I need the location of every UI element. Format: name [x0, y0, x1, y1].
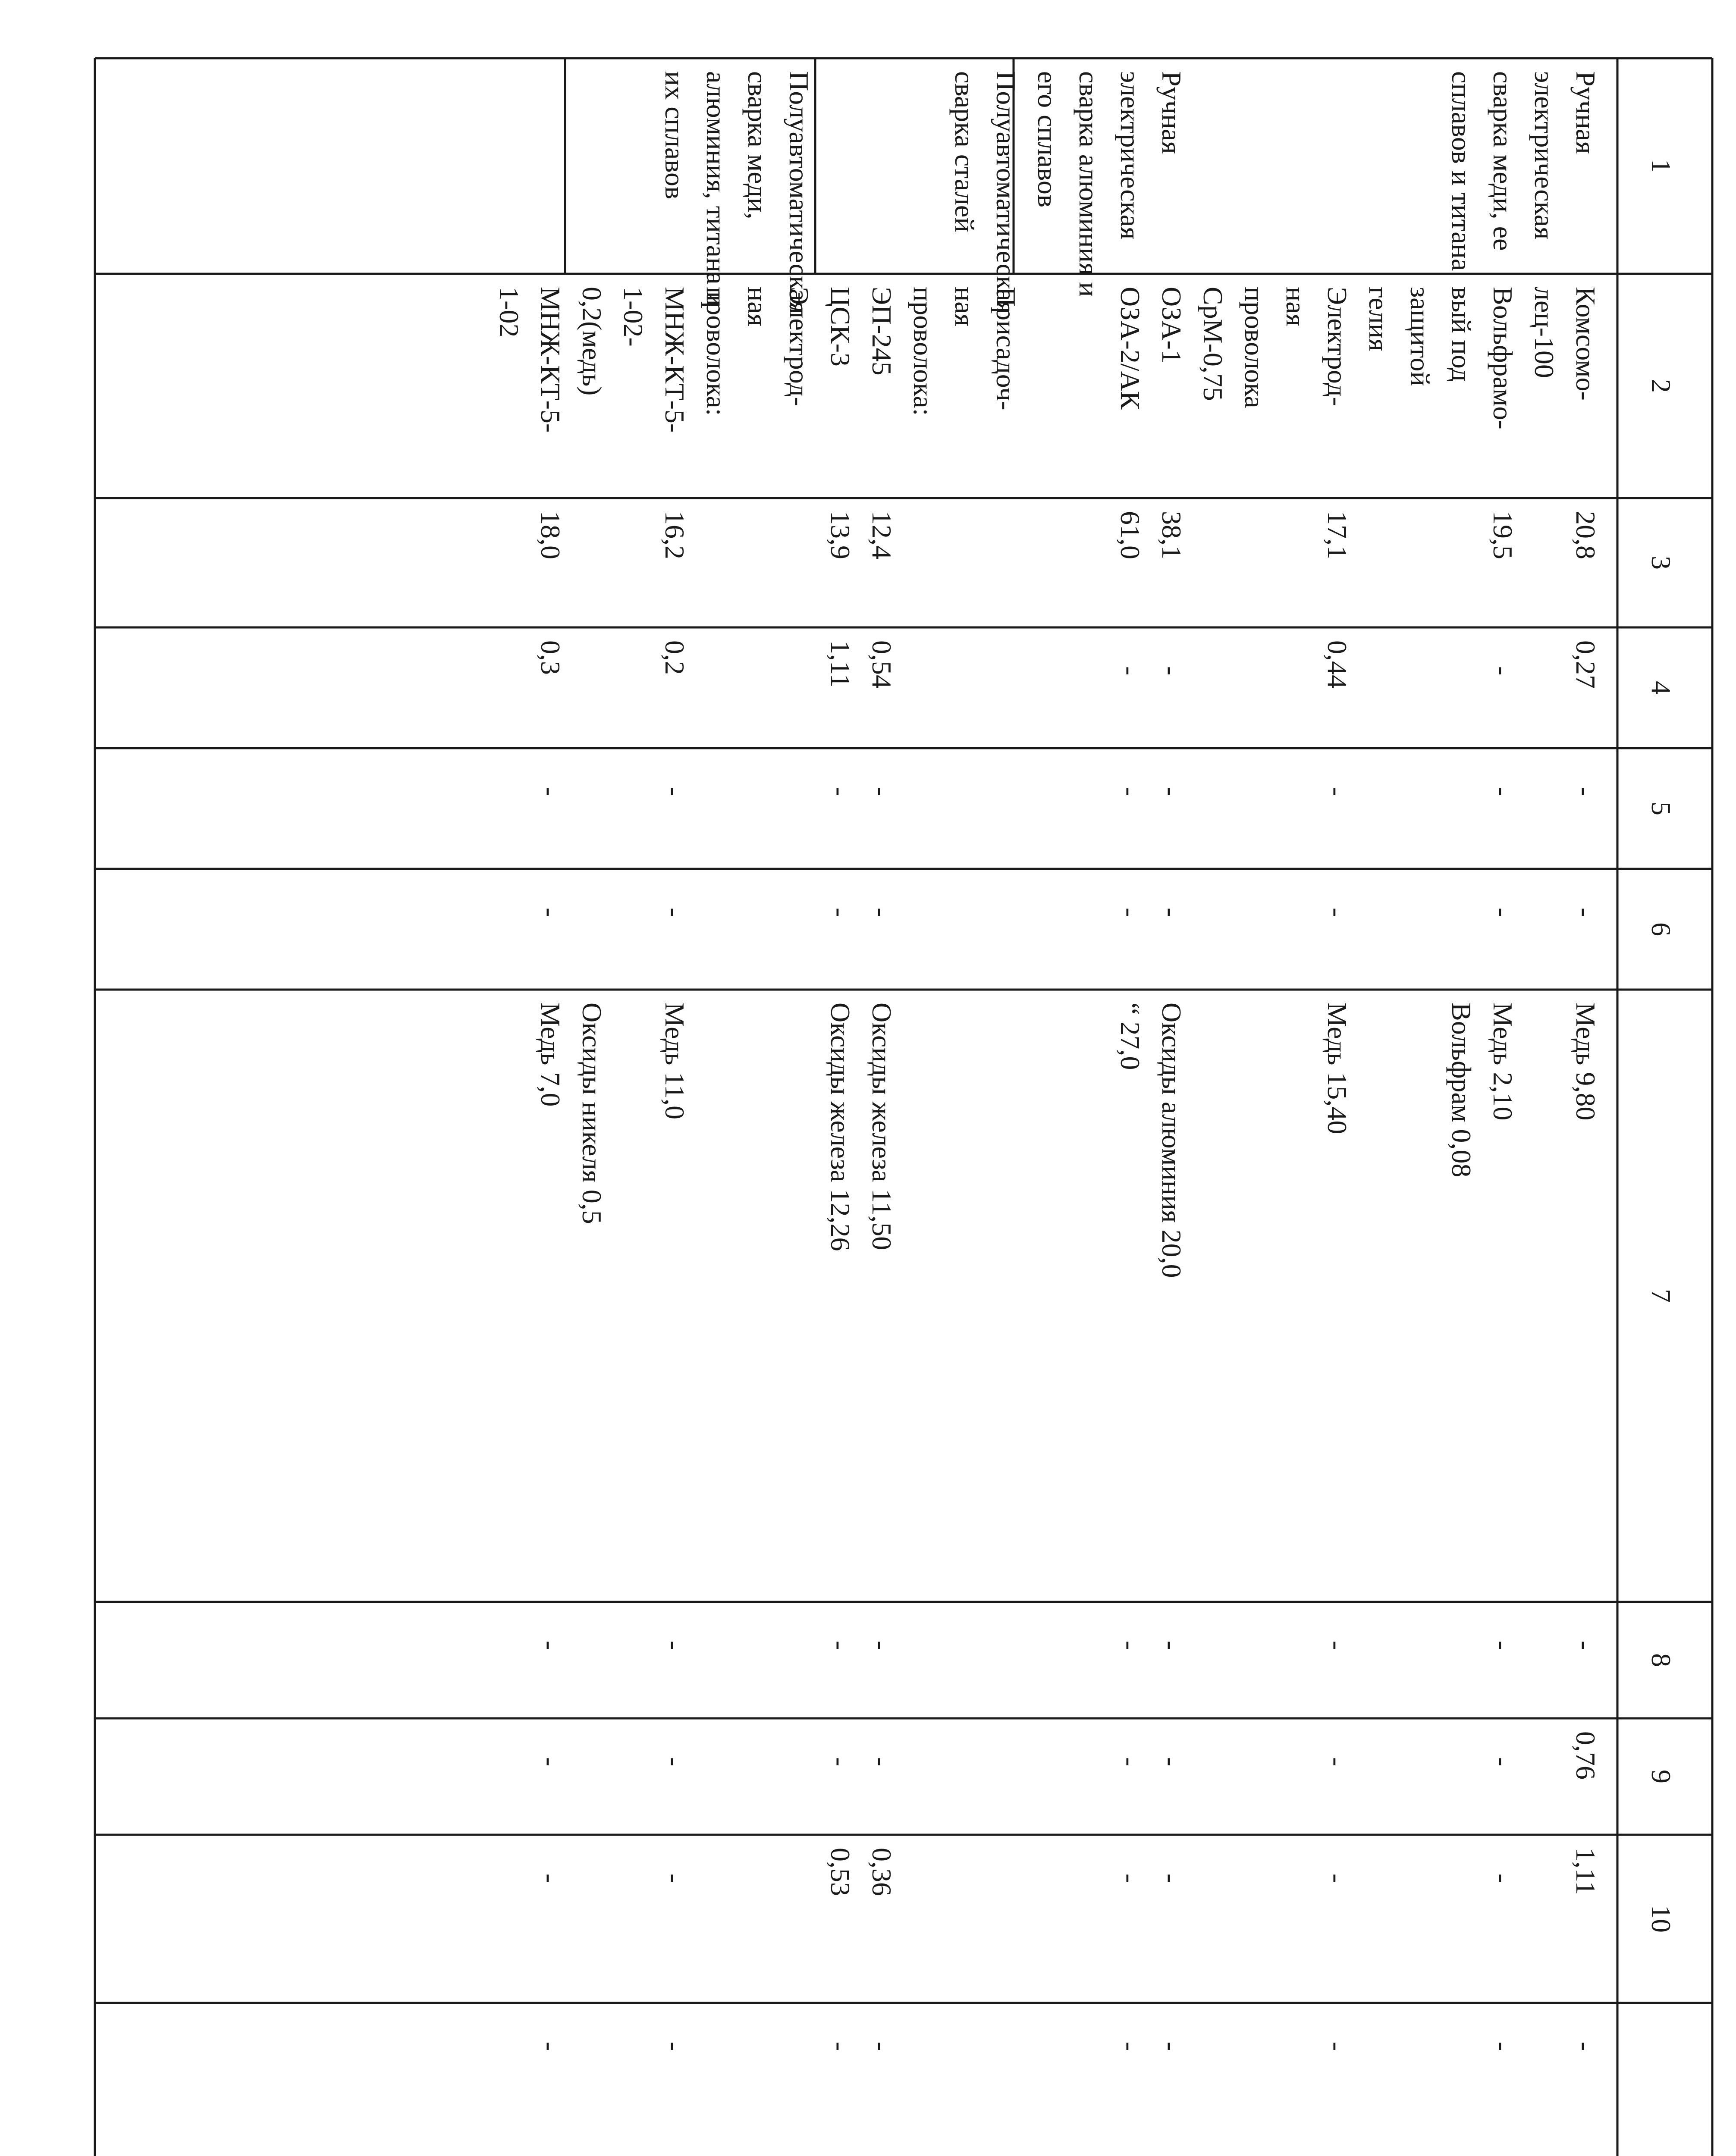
cell-c4-r11: - — [1156, 666, 1187, 676]
cell-c10-r23: - — [659, 1874, 690, 1883]
cell-c2-r23: МНЖ-КТ-5- — [659, 287, 690, 433]
cell-c2-r7: Электрод- — [1322, 287, 1353, 406]
cell-c3-r19: 13,9 — [825, 511, 856, 559]
cell-c7-r3: Медь 2,10 — [1488, 1003, 1518, 1121]
cell-c1-r12: электрическая — [1115, 71, 1146, 240]
cell-c3-r3: 19,5 — [1488, 511, 1518, 559]
cell-c10-r18: 0,36 — [866, 1848, 897, 1896]
cell-c7-r7: Медь 15,40 — [1322, 1003, 1353, 1134]
cell-c7-r11: Оксиды алюминия 20,0 — [1156, 1003, 1187, 1278]
cell-c9-r7: - — [1322, 1757, 1353, 1767]
cell-c9-r19: - — [825, 1757, 856, 1767]
cell-c3-r26: 18,0 — [535, 511, 566, 559]
cell-c1-r4: сплавов и титана — [1446, 71, 1477, 271]
cell-c9-r26: - — [535, 1757, 566, 1767]
cell-c1-r16: сварка сталей — [949, 71, 980, 232]
cell-c2-r18: ЭП-245 — [866, 287, 897, 376]
cell-c2-r20: Электрод- — [784, 287, 814, 406]
cell-c10-r11: - — [1156, 1874, 1187, 1883]
cell-c9-r11: - — [1156, 1757, 1187, 1767]
cell-c4-r26: 0,3 — [535, 640, 566, 675]
cell-c6-r19: - — [825, 908, 856, 917]
cell-c6-r3: - — [1488, 908, 1518, 917]
cell-c11-r1: - — [1570, 2042, 1601, 2051]
cell-c7-r18: Оксиды железа 11,50 — [866, 1003, 897, 1250]
column-header-6: 6 — [1646, 922, 1676, 936]
cell-c10-r19: 0,53 — [825, 1848, 856, 1896]
cell-c4-r12: - — [1115, 666, 1146, 676]
cell-c5-r19: - — [825, 787, 856, 796]
cell-c4-r23: 0,2 — [659, 640, 690, 675]
cell-c5-r1: - — [1570, 787, 1601, 796]
cell-c11-r26: - — [535, 2042, 566, 2051]
cell-c6-r1: - — [1570, 908, 1601, 917]
cell-c10-r12: - — [1115, 1874, 1146, 1883]
cell-c2-r19: ЦСК-3 — [825, 287, 856, 367]
cell-c6-r11: - — [1156, 908, 1187, 917]
column-header-4: 4 — [1646, 681, 1676, 695]
cell-c9-r1: 0,76 — [1570, 1731, 1601, 1780]
cell-c1-r23: их сплавов — [659, 71, 690, 200]
cell-c6-r12: - — [1115, 908, 1146, 917]
cell-c2-r17: проволока: — [908, 287, 939, 416]
cell-c1-r2: электрическая — [1529, 71, 1560, 240]
cell-c10-r1: 1,11 — [1570, 1848, 1601, 1895]
cell-c2-r6: гелия — [1363, 287, 1394, 351]
cell-c9-r3: - — [1488, 1757, 1518, 1767]
cell-c1-r15: Полуавтоматическая — [991, 71, 1021, 314]
cell-c4-r1: 0,27 — [1570, 640, 1601, 689]
cell-c1-r13: сварка алюминия и — [1074, 71, 1104, 297]
cell-c2-r25: 0,2(медь) — [577, 287, 607, 396]
cell-c5-r12: - — [1115, 787, 1146, 796]
cell-c1-r1: Ручная — [1570, 71, 1601, 154]
cell-c2-r4: вый под — [1446, 287, 1477, 382]
cell-c6-r7: - — [1322, 908, 1353, 917]
cell-c8-r18: - — [866, 1641, 897, 1650]
cell-c3-r12: 61,0 — [1115, 511, 1146, 559]
cell-c2-r10: СрМ-0,75 — [1198, 287, 1228, 401]
cell-c9-r18: - — [866, 1757, 897, 1767]
cell-c7-r23: Медь 11,0 — [659, 1003, 690, 1119]
cell-c6-r26: - — [535, 908, 566, 917]
cell-c2-r12: ОЗА-2/АК — [1115, 287, 1146, 410]
column-header-3: 3 — [1646, 556, 1676, 570]
cell-c2-r9: проволока — [1239, 287, 1270, 408]
column-header-9: 9 — [1646, 1770, 1676, 1783]
cell-c8-r3: - — [1488, 1641, 1518, 1650]
cell-c8-r7: - — [1322, 1641, 1353, 1650]
cell-c11-r18: - — [866, 2042, 897, 2051]
cell-c4-r3: - — [1488, 666, 1518, 676]
cell-c7-r1: Медь 9,80 — [1570, 1003, 1601, 1121]
column-header-7: 7 — [1646, 1289, 1676, 1303]
cell-c8-r12: - — [1115, 1641, 1146, 1650]
cell-c11-r11: - — [1156, 2042, 1187, 2051]
cell-c9-r12: - — [1115, 1757, 1146, 1767]
column-header-1: 1 — [1646, 159, 1676, 173]
cell-c7-r25: Оксиды никеля 0,5 — [577, 1003, 607, 1224]
cell-c6-r18: - — [866, 908, 897, 917]
cell-c1-r11: Ручная — [1156, 71, 1187, 154]
cell-c8-r1: - — [1570, 1641, 1601, 1650]
cell-c4-r7: 0,44 — [1322, 640, 1353, 689]
cell-c7-r4: Вольфрам 0,08 — [1446, 1003, 1477, 1178]
column-header-10: 10 — [1646, 1905, 1676, 1933]
cell-c5-r23: - — [659, 787, 690, 796]
cell-c10-r3: - — [1488, 1874, 1518, 1883]
cell-c5-r18: - — [866, 787, 897, 796]
cell-c11-r23: - — [659, 2042, 690, 2051]
cell-c10-r26: - — [535, 1874, 566, 1883]
cell-c7-r19: Оксиды железа 12,26 — [825, 1003, 856, 1251]
cell-c1-r14: его сплавов — [1032, 71, 1063, 208]
cell-c4-r18: 0,54 — [866, 640, 897, 689]
cell-c10-r7: - — [1322, 1874, 1353, 1883]
column-header-2: 2 — [1646, 379, 1676, 393]
cell-c2-r16: ная — [949, 287, 980, 327]
cell-c5-r7: - — [1322, 787, 1353, 796]
cell-c4-r19: 1,11 — [825, 640, 856, 688]
cell-c2-r8: ная — [1281, 287, 1311, 327]
cell-c1-r22: алюминия, титана и — [701, 71, 731, 306]
cell-c2-r15: Присадоч- — [991, 287, 1021, 411]
cell-c9-r23: - — [659, 1757, 690, 1767]
cell-c2-r21: ная — [742, 287, 773, 327]
cell-c2-r2: лец-100 — [1529, 287, 1560, 378]
column-header-5: 5 — [1646, 802, 1676, 815]
cell-c8-r11: - — [1156, 1641, 1187, 1650]
cell-c1-r21: сварка меди, — [742, 71, 773, 219]
cell-c8-r19: - — [825, 1641, 856, 1650]
cell-c2-r3: Вольфрамо- — [1488, 287, 1518, 429]
cell-c2-r11: ОЗА-1 — [1156, 287, 1187, 364]
cell-c3-r11: 38,1 — [1156, 511, 1187, 559]
cell-c5-r3: - — [1488, 787, 1518, 796]
cell-c1-r3: сварка меди, ее — [1488, 71, 1518, 251]
cell-c8-r26: - — [535, 1641, 566, 1650]
cell-c5-r26: - — [535, 787, 566, 796]
cell-c2-r22: проволока: — [701, 287, 731, 416]
cell-c2-r5: защитой — [1405, 287, 1435, 386]
column-header-8: 8 — [1646, 1653, 1676, 1667]
cell-c3-r7: 17,1 — [1322, 511, 1353, 559]
cell-c2-r1: Комсомо- — [1570, 287, 1601, 401]
cell-c7-r12: “ 27,0 — [1115, 1003, 1146, 1070]
cell-c6-r23: - — [659, 908, 690, 917]
cell-c2-r27: 1-02 — [494, 287, 524, 338]
cell-c11-r3: - — [1488, 2042, 1518, 2051]
cell-c11-r12: - — [1115, 2042, 1146, 2051]
cell-c3-r23: 16,2 — [659, 511, 690, 559]
cell-c11-r7: - — [1322, 2042, 1353, 2051]
cell-c5-r11: - — [1156, 787, 1187, 796]
cell-c7-r26: Медь 7,0 — [535, 1003, 566, 1107]
cell-c11-r19: - — [825, 2042, 856, 2051]
cell-c1-r20: Полуавтоматическая — [784, 71, 814, 314]
cell-c3-r1: 20,8 — [1570, 511, 1601, 559]
cell-c3-r18: 12,4 — [866, 511, 897, 559]
cell-c2-r26: МНЖ-КТ-5- — [535, 287, 566, 433]
cell-c2-r24: 1-02- — [618, 287, 649, 347]
cell-c8-r23: - — [659, 1641, 690, 1650]
